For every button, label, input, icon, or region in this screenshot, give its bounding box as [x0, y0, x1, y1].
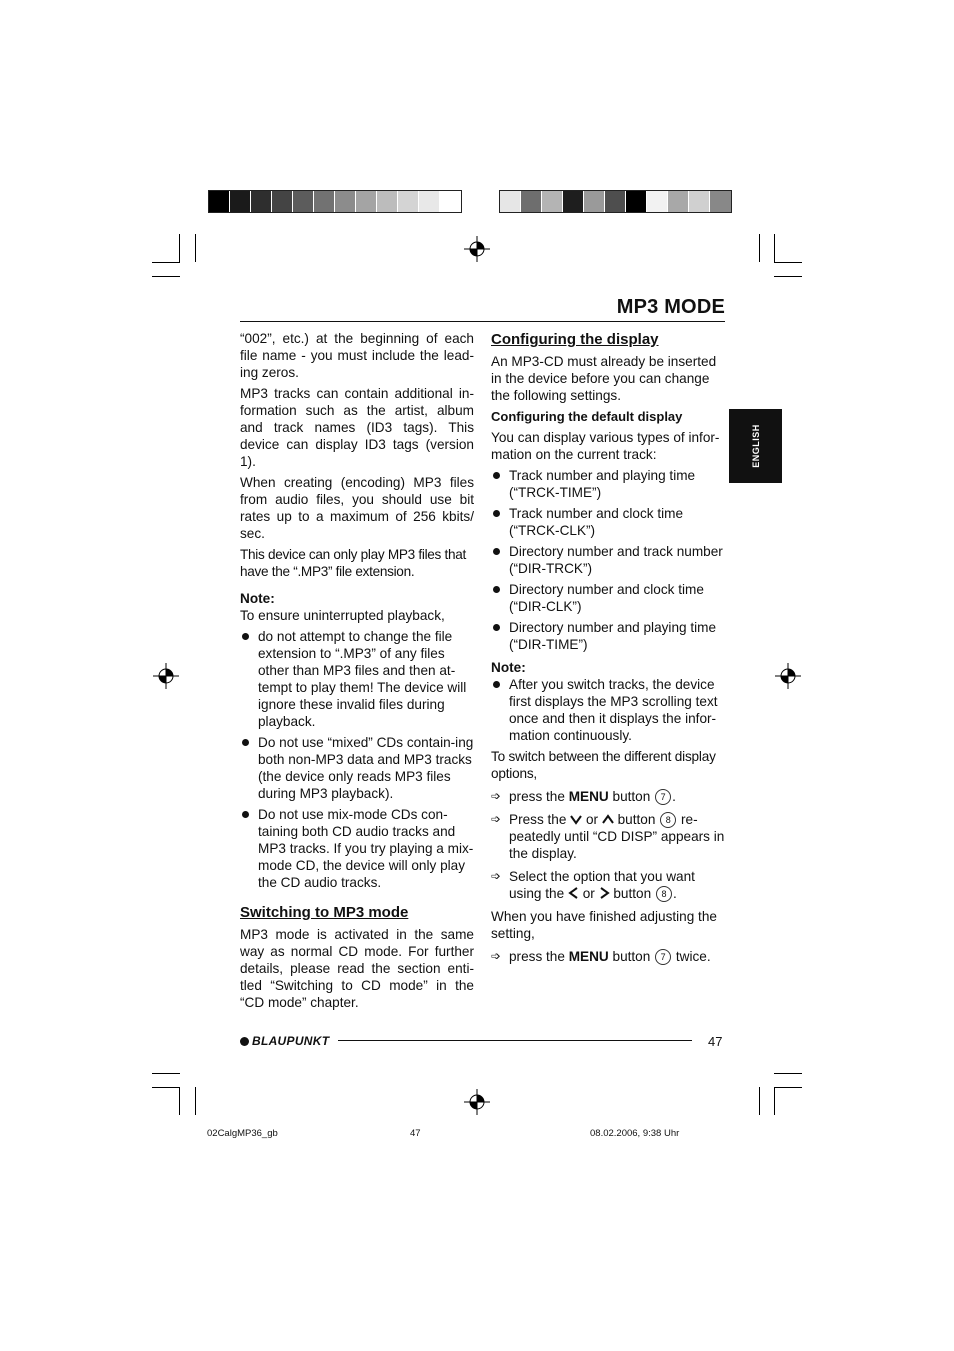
steps-list [491, 948, 725, 965]
slug-timestamp: 08.02.2006, 9:38 Uhr [590, 1128, 680, 1139]
paragraph: To switch between the different display options, [491, 749, 716, 781]
step-item: ➩ press the MENU button 7 twice. [491, 949, 711, 964]
registration-mark-icon [775, 663, 801, 689]
paragraph: An MP3-CD must already be inserted in the device before you can change the following settings. [491, 354, 717, 403]
button-number-badge: 7 [655, 949, 671, 965]
note-list [491, 676, 725, 744]
paragraph: This device can only play MP3 files that have the “.MP3” file extension. [240, 547, 467, 579]
arrow-right-icon: ➩ [491, 789, 502, 803]
left-column [240, 330, 474, 1015]
color-swatch [272, 191, 293, 212]
chevron-up-icon [602, 814, 614, 825]
crop-mark [179, 1087, 180, 1115]
registration-mark-icon [464, 1089, 490, 1115]
brand-logo [240, 1034, 329, 1048]
step-item: ➩ press the MENU button 7 . [491, 789, 676, 804]
color-swatch [605, 191, 626, 212]
registration-mark-icon [153, 663, 179, 689]
color-swatch [689, 191, 710, 212]
color-swatch [647, 191, 668, 212]
header-rule [240, 321, 725, 322]
color-swatch [563, 191, 584, 212]
chevron-right-icon [599, 887, 610, 899]
arrow-right-icon: ➩ [491, 949, 502, 963]
crop-mark [774, 1087, 802, 1088]
color-swatch [584, 191, 605, 212]
section-heading: Configuring the display [491, 331, 659, 348]
button-number-badge: 8 [656, 886, 672, 902]
crop-mark [195, 1087, 196, 1115]
brand-name: BLAUPUNKT [252, 1034, 330, 1048]
footer-rule [338, 1040, 692, 1041]
slug-page: 47 [410, 1128, 421, 1139]
paragraph: You can display various types of infor-mation on the current track: [491, 430, 720, 462]
color-swatch [293, 191, 314, 212]
color-bar-left [208, 190, 462, 213]
page-number: 47 [708, 1034, 723, 1049]
list-item: After you switch tracks, the device first displays the MP3 scrolling text once and then it displays the infor-mation continuously. [491, 676, 725, 744]
section-heading: Switching to MP3 mode [240, 904, 409, 921]
crop-mark [774, 1073, 802, 1074]
color-swatch [521, 191, 542, 212]
color-swatch [335, 191, 356, 212]
crop-mark [774, 1087, 775, 1115]
crop-mark [195, 234, 196, 262]
list-item: Directory number and track number (“DIR-TRCK”) [491, 543, 725, 577]
right-column [491, 330, 725, 971]
color-swatch [710, 191, 731, 212]
color-swatch [440, 191, 461, 212]
paragraph: When creating (encoding) MP3 files from audio files, you should use bit rates up to a maximum of 256 kbits/ sec. [240, 475, 474, 541]
crop-mark [179, 234, 180, 262]
color-swatch [542, 191, 563, 212]
note-list [240, 628, 474, 891]
list-item: do not attempt to change the file extension to “.MP3” of any files other than MP3 files and then at-tempt to play them! The device will ignore these invalid files during playback. [240, 628, 474, 730]
list-item: Do not use “mixed” CDs contain-ing both non-MP3 data and MP3 tracks (the device only reads MP3 files during MP3 playback). [240, 734, 474, 802]
list-item: Directory number and clock time (“DIR-CLK”) [491, 581, 725, 615]
color-swatch [419, 191, 440, 212]
chevron-left-icon [568, 887, 579, 899]
color-swatch [377, 191, 398, 212]
subheading: Configuring the default display [491, 409, 683, 424]
color-swatch [398, 191, 419, 212]
crop-mark [774, 262, 802, 263]
button-number-badge: 7 [655, 789, 671, 805]
button-number-badge: 8 [660, 812, 676, 828]
slug-filename: 02CalgMP36_gb [207, 1128, 278, 1139]
paragraph: MP3 mode is activated in the same way as normal CD mode. For further details, please read the section enti-tled “Switching to CD mode” in the “CD mode” chapter. [240, 927, 474, 1010]
crop-mark [152, 1087, 180, 1088]
arrow-right-icon: ➩ [491, 812, 502, 826]
language-tab-label: ENGLISH [750, 424, 761, 468]
note-intro: To ensure uninterrupted playback, [240, 608, 445, 623]
list-item: Do not use mix-mode CDs con-taining both CD audio tracks and MP3 tracks. If you try playing a mix-mode CD, the device will only play the CD audio tracks. [240, 806, 474, 891]
steps-list [491, 788, 725, 902]
language-tab [729, 409, 782, 483]
paragraph: “002”, etc.) at the beginning of each file name - you must include the lead-ing zeros. [240, 331, 474, 380]
crop-mark [774, 276, 802, 277]
color-swatch [314, 191, 335, 212]
registration-mark-icon [464, 236, 490, 262]
color-swatch [230, 191, 251, 212]
arrow-right-icon: ➩ [491, 869, 502, 883]
logo-dot-icon [240, 1037, 249, 1046]
crop-mark [774, 234, 775, 262]
note-heading: Note: [491, 660, 526, 675]
note-heading: Note: [240, 591, 275, 606]
chevron-down-icon [570, 814, 582, 825]
crop-mark [152, 1073, 180, 1074]
color-bar-right [499, 190, 732, 213]
list-item: Track number and clock time (“TRCK-CLK”) [491, 505, 725, 539]
list-item: Track number and playing time (“TRCK-TIME”) [491, 467, 725, 501]
paragraph: When you have finished adjusting the setting, [491, 909, 717, 941]
paragraph: MP3 tracks can contain additional in-formation such as the artist, album and track names (ID3 tags). This device can display ID3 tags (version 1). [240, 386, 474, 469]
crop-mark [759, 1087, 760, 1115]
step-item: ➩ Select the option that you want using the or button 8 . [491, 869, 695, 901]
color-swatch [626, 191, 647, 212]
display-options-list [491, 467, 725, 653]
crop-mark [152, 262, 180, 263]
step-item: ➩ Press the or button 8 re-peatedly until “CD DISP” appears in the display. [491, 812, 725, 861]
crop-mark [759, 234, 760, 262]
color-swatch [668, 191, 689, 212]
color-swatch [356, 191, 377, 212]
page-title: MP3 MODE [616, 296, 725, 318]
list-item: Directory number and playing time (“DIR-TIME”) [491, 619, 725, 653]
crop-mark [152, 276, 180, 277]
color-swatch [500, 191, 521, 212]
color-swatch [251, 191, 272, 212]
color-swatch [209, 191, 230, 212]
